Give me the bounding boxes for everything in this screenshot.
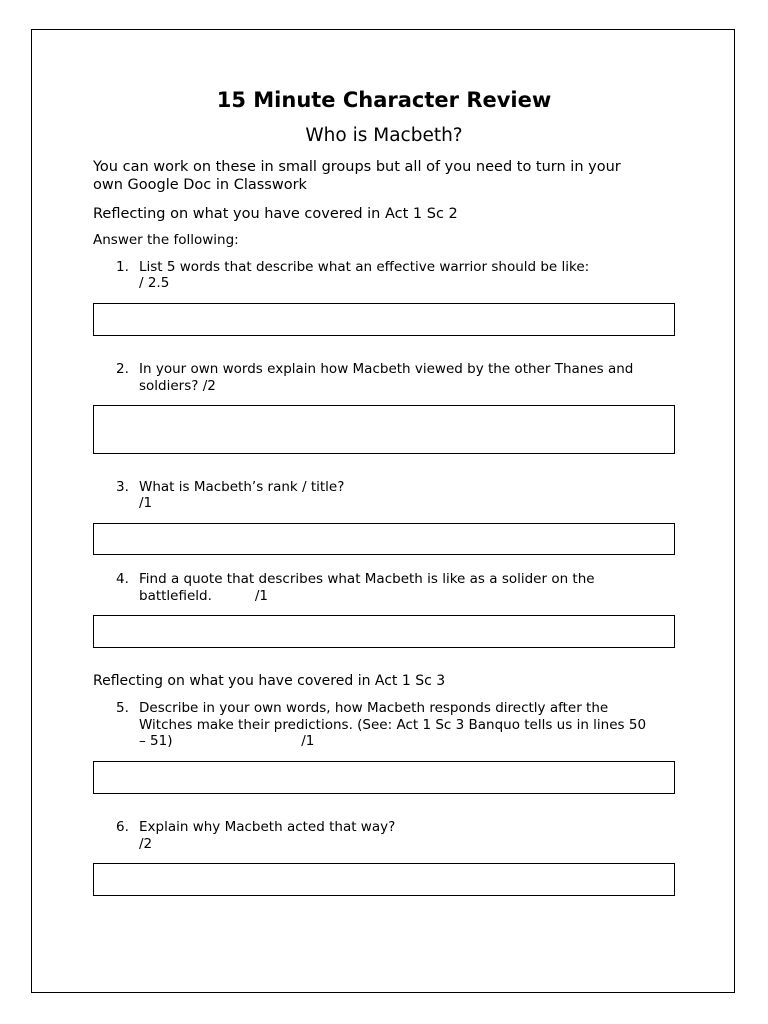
answer-box-1[interactable] — [93, 303, 675, 336]
question-4-text-cont: battlefield. /1 — [139, 588, 268, 604]
question-3-text: What is Macbeth’s rank / title? — [139, 479, 345, 495]
question-2-text: In your own words explain how Macbeth viewed by the other Thanes and — [139, 361, 634, 377]
question-1-text: List 5 words that describe what an effective warrior should be like: — [139, 259, 590, 275]
answer-box-4[interactable] — [93, 615, 675, 648]
question-6-marks: /2 — [139, 836, 153, 852]
answer-box-5[interactable] — [93, 761, 675, 794]
answer-box-6[interactable] — [93, 863, 675, 896]
question-5-marks: – 51) /1 — [139, 733, 315, 749]
page-title: 15 Minute Character Review — [216, 88, 552, 112]
instructions-line-2: own Google Doc in Classwork — [93, 177, 307, 193]
answer-prompt: Answer the following: — [93, 232, 239, 248]
question-5-number: 5. — [116, 700, 129, 716]
section-heading-act1-sc3: Reflecting on what you have covered in Act 1 Sc 3 — [93, 673, 446, 689]
question-6-number: 6. — [116, 819, 129, 835]
instructions-line-1: You can work on these in small groups but all of you need to turn in your — [93, 159, 621, 175]
question-3-number: 3. — [116, 479, 129, 495]
question-2-text-cont: soldiers? /2 — [139, 378, 216, 394]
page-subtitle: Who is Macbeth? — [305, 125, 463, 146]
question-5-text-cont: Witches make their predictions. (See: Act 1 Sc 3 Banquo tells us in lines 50 — [139, 717, 647, 733]
question-4-text: Find a quote that describes what Macbeth is like as a solider on the — [139, 571, 595, 587]
answer-box-2[interactable] — [93, 405, 675, 454]
question-3-marks: /1 — [139, 495, 153, 511]
question-1-number: 1. — [116, 259, 129, 275]
question-2-number: 2. — [116, 361, 129, 377]
question-1-marks: / 2.5 — [139, 275, 170, 291]
section-heading-act1-sc2: Reflecting on what you have covered in Act 1 Sc 2 — [93, 206, 458, 222]
question-5-text: Describe in your own words, how Macbeth responds directly after the — [139, 700, 609, 716]
answer-box-3[interactable] — [93, 523, 675, 555]
question-4-number: 4. — [116, 571, 129, 587]
question-6-text: Explain why Macbeth acted that way? — [139, 819, 396, 835]
